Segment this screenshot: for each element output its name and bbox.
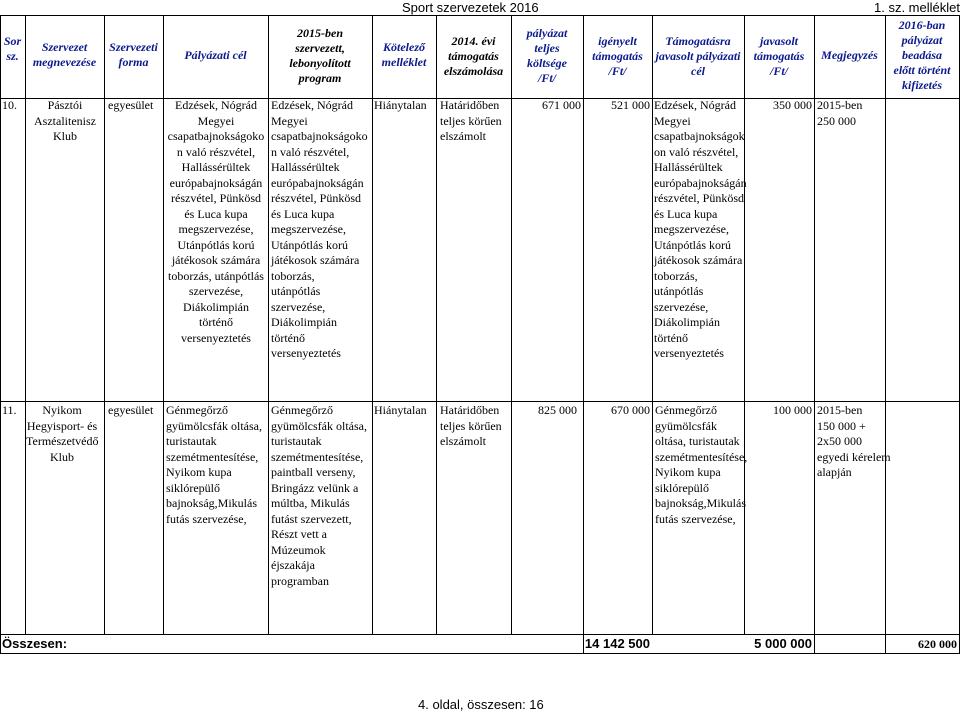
settlement-2014: Határidőben teljes körűen elszámolt xyxy=(440,98,502,143)
proposed-amount: 100 000 xyxy=(773,403,812,417)
col-header-name: Szervezet megnevezése xyxy=(32,40,97,69)
proposed-amount: 350 000 xyxy=(773,98,812,112)
col-header-requested: igényelt támogatás /Ft/ xyxy=(592,34,643,78)
total-cost: 671 000 xyxy=(542,98,581,112)
application-goal: Génmegőrző gyümölcsfák oltása, turistautak szemétmentesítése, Nyikom kupa siklórepülő bajnokság,Mikulás futás szervezése, xyxy=(166,403,262,526)
settlement-2014: Határidőben teljes körűen elszámolt xyxy=(440,403,502,448)
total-cost: 825 000 xyxy=(538,403,577,417)
org-name: Nyikom Hegyisport- és Természetvédő Klub xyxy=(26,403,99,464)
col-header-proposed-amount: javasolt támogatás /Ft/ xyxy=(753,34,805,78)
col-header-form: Szervezeti forma xyxy=(109,40,158,69)
totals-total-cost: 14 142 500 xyxy=(584,636,650,651)
totals-label: Összesen: xyxy=(2,636,68,651)
col-header-settlement: 2014. évi támogatás elszámolása xyxy=(443,34,504,78)
page-title: Sport szervezetek 2016 xyxy=(402,0,539,15)
proposed-goal: Edzések, Nógrád Megyei csapatbajnokságok on való részvétel, Hallássérültek európabajnokságán részvétel, Pünkösd és Luca kupa megszervezése, Utánpótlás korú játékosok számára toborzás, utánpótlás szervezése, Diákolimpián történő versenyeztetés xyxy=(654,98,747,360)
program-2015: Edzések, Nógrád Megyei csapatbajnokságoko n való részvétel, Hallássérültek európabajnokságán részvétel, Pünkösd és Luca kupa megszervezése, Utánpótlás korú játékosok számára toborzás, utánpótlás szervezése, Diákolimpián történő versenyeztetés xyxy=(271,98,368,360)
row-number: 10. xyxy=(2,98,17,112)
attachment-status: Hiánytalan xyxy=(374,98,427,112)
org-name: Pásztói Asztalitenisz Klub xyxy=(34,98,96,143)
remark: 2015-ben 250 000 xyxy=(817,98,863,128)
col-header-attachment: Kötelező melléklet xyxy=(381,40,427,69)
totals-proposed-amount: 5 000 000 xyxy=(754,636,812,651)
col-header-total-cost: pályázat teljes költsége /Ft/ xyxy=(526,26,568,85)
col-header-program: 2015-ben szervezett, lebonyolított program xyxy=(289,26,351,85)
col-header-proposed-goal: Támogatásra javasolt pályázati cél xyxy=(655,34,741,78)
org-form: egyesület xyxy=(108,98,154,112)
attachment-status: Hiánytalan xyxy=(374,403,427,417)
annex-note: 1. sz. melléklet xyxy=(874,0,960,15)
col-header-prepaid: 2016-ban pályázat beadása előtt történt kifizetés xyxy=(893,18,951,92)
col-header-number: Sor sz. xyxy=(3,34,22,63)
row-number: 11. xyxy=(2,403,17,417)
col-header-goal: Pályázati cél xyxy=(184,48,247,62)
totals-prepaid: 620 000 xyxy=(918,637,957,651)
remark: 2015-ben 150 000 + 2x50 000 egyedi kérelem alapján xyxy=(817,403,891,479)
page-footer: 4. oldal, összesen: 16 xyxy=(418,697,544,712)
requested-amount: 521 000 xyxy=(611,98,650,112)
program-2015: Génmegőrző gyümölcsfák oltása, turistautak szemétmentesítése, paintball verseny, Bringázz velünk a múltba, Mikulás futást szervezett, Részt vett a Múzeumok éjszakája programban xyxy=(271,403,367,588)
proposed-goal: Génmegőrző gyümölcsfák oltása, turistautak szemétmentesítése, Nyikom kupa siklórepülő bajnokság,Mikulás futás szervezése, xyxy=(655,403,748,526)
requested-amount: 670 000 xyxy=(611,403,650,417)
org-form: egyesület xyxy=(108,403,154,417)
col-header-remark: Megjegyzés xyxy=(821,48,878,62)
application-goal: Edzések, Nógrád Megyei csapatbajnokságoko n való részvétel, Hallássérültek európabajnokságán részvétel, Pünkösd és Luca kupa megszervezése, Utánpótlás korú játékosok számára toborzás, utánpótlás szervezése, Diákolimpián történő versenyeztetés xyxy=(167,98,265,345)
